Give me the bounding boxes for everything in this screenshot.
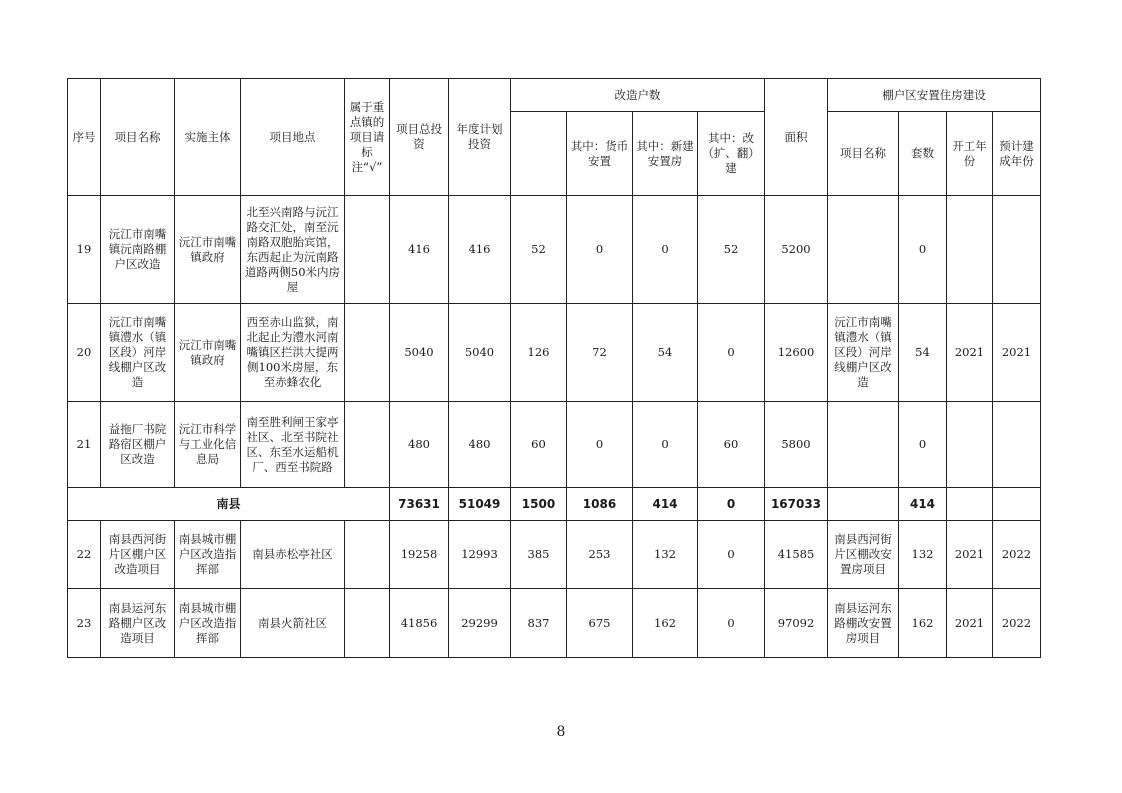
cell-total-investment: 19258 (390, 521, 449, 589)
cell-location: 南县火箭社区 (241, 589, 345, 658)
header-units: 套数 (899, 112, 947, 196)
header-project-name: 项目名称 (101, 79, 175, 196)
cell-seq: 22 (68, 521, 101, 589)
cell-start-year (947, 196, 993, 304)
cell-annual-investment: 29299 (449, 589, 511, 658)
header-households-blank (511, 112, 567, 196)
cell-area: 41585 (765, 521, 828, 589)
cell-project-name: 沅江市南嘴镇澧水（镇区段）河岸线棚户区改造 (101, 304, 175, 402)
subtotal-row (68, 488, 1041, 521)
cell-area: 12600 (765, 304, 828, 402)
cell-start-year (947, 402, 993, 488)
cell-project-name: 益拖厂书院路宿区棚户区改造 (101, 402, 175, 488)
cell-key-town (345, 589, 390, 658)
header-new-build: 其中：新建安置房 (633, 112, 698, 196)
cell-renovate: 0 (698, 304, 765, 402)
header-key-town: 属于重点镇的项目请标注“√” (345, 79, 390, 196)
header-housing-group: 棚户区安置住房建设 (828, 79, 1041, 112)
cell-finish-year: 2021 (993, 304, 1041, 402)
cell-start-year: 2021 (947, 589, 993, 658)
header-total-investment: 项目总投资 (390, 79, 449, 196)
table-row (68, 196, 1041, 304)
cell-finish-year: 2022 (993, 521, 1041, 589)
cell-total-investment: 480 (390, 402, 449, 488)
subtotal-finish-year (993, 488, 1041, 521)
cell-units: 0 (899, 402, 947, 488)
header-currency: 其中：货币安置 (567, 112, 633, 196)
cell-new-build: 0 (633, 402, 698, 488)
cell-area: 5800 (765, 402, 828, 488)
cell-location: 南至胜利闸王家亭社区、北至书院社区、东至水运船机厂、西至书院路 (241, 402, 345, 488)
subtotal-start-year (947, 488, 993, 521)
cell-units: 162 (899, 589, 947, 658)
cell-households: 126 (511, 304, 567, 402)
cell-area: 5200 (765, 196, 828, 304)
cell-households: 52 (511, 196, 567, 304)
cell-new-build: 0 (633, 196, 698, 304)
cell-key-town (345, 196, 390, 304)
cell-location: 西至赤山监狱，南北起止为澧水河南嘴镇区拦洪大提两侧100米房屋，东至赤蜂农化 (241, 304, 345, 402)
page-number: 8 (556, 724, 566, 740)
subtotal-label: 南县 (68, 488, 390, 521)
header-area: 面积 (765, 79, 828, 196)
cell-finish-year (993, 196, 1041, 304)
cell-housing-name: 南县西河街片区棚改安置房项目 (828, 521, 899, 589)
cell-renovate: 52 (698, 196, 765, 304)
cell-key-town (345, 402, 390, 488)
cell-currency: 675 (567, 589, 633, 658)
cell-project-name: 南县西河街片区棚户区改造项目 (101, 521, 175, 589)
cell-annual-investment: 480 (449, 402, 511, 488)
cell-currency: 72 (567, 304, 633, 402)
cell-housing-name (828, 402, 899, 488)
cell-key-town (345, 521, 390, 589)
cell-annual-investment: 12993 (449, 521, 511, 589)
cell-households: 385 (511, 521, 567, 589)
cell-housing-name (828, 196, 899, 304)
cell-entity: 沅江市科学与工业化信息局 (175, 402, 241, 488)
cell-key-town (345, 304, 390, 402)
cell-seq: 20 (68, 304, 101, 402)
header-finish-year: 预计建成年份 (993, 112, 1041, 196)
cell-units: 54 (899, 304, 947, 402)
cell-seq: 21 (68, 402, 101, 488)
cell-renovate: 0 (698, 589, 765, 658)
table-row (68, 521, 1041, 589)
cell-project-name: 沅江市南嘴镇沅南路棚户区改造 (101, 196, 175, 304)
cell-currency: 0 (567, 402, 633, 488)
cell-start-year: 2021 (947, 304, 993, 402)
cell-households: 837 (511, 589, 567, 658)
cell-new-build: 132 (633, 521, 698, 589)
subtotal-currency: 1086 (567, 488, 633, 521)
cell-area: 97092 (765, 589, 828, 658)
cell-entity: 沅江市南嘴镇政府 (175, 196, 241, 304)
cell-finish-year (993, 402, 1041, 488)
subtotal-new-build: 414 (633, 488, 698, 521)
cell-start-year: 2021 (947, 521, 993, 589)
table-row (68, 304, 1041, 402)
cell-finish-year: 2022 (993, 589, 1041, 658)
header-annual-investment: 年度计划投资 (449, 79, 511, 196)
cell-units: 132 (899, 521, 947, 589)
subtotal-area: 167033 (765, 488, 828, 521)
investment-table (67, 78, 1041, 658)
cell-annual-investment: 5040 (449, 304, 511, 402)
header-location: 项目地点 (241, 79, 345, 196)
header-households-group: 改造户数 (511, 79, 765, 112)
cell-housing-name: 沅江市南嘴镇澧水（镇区段）河岸线棚户区改造 (828, 304, 899, 402)
cell-housing-name: 南县运河东路棚改安置房项目 (828, 589, 899, 658)
cell-total-investment: 41856 (390, 589, 449, 658)
cell-seq: 19 (68, 196, 101, 304)
table-row (68, 589, 1041, 658)
cell-project-name: 南县运河东路棚户区改造项目 (101, 589, 175, 658)
cell-seq: 23 (68, 589, 101, 658)
cell-total-investment: 5040 (390, 304, 449, 402)
table-row (68, 402, 1041, 488)
subtotal-total-investment: 73631 (390, 488, 449, 521)
cell-currency: 0 (567, 196, 633, 304)
cell-entity: 沅江市南嘴镇政府 (175, 304, 241, 402)
cell-units: 0 (899, 196, 947, 304)
cell-entity: 南县城市棚户区改造指挥部 (175, 521, 241, 589)
header-row-top (68, 79, 1041, 112)
header-housing-name: 项目名称 (828, 112, 899, 196)
cell-currency: 253 (567, 521, 633, 589)
cell-renovate: 60 (698, 402, 765, 488)
cell-new-build: 54 (633, 304, 698, 402)
subtotal-households: 1500 (511, 488, 567, 521)
header-seq: 序号 (68, 79, 101, 196)
cell-annual-investment: 416 (449, 196, 511, 304)
subtotal-units: 414 (899, 488, 947, 521)
header-start-year: 开工年份 (947, 112, 993, 196)
header-renovate: 其中：改（扩、翻）建 (698, 112, 765, 196)
cell-households: 60 (511, 402, 567, 488)
header-entity: 实施主体 (175, 79, 241, 196)
subtotal-housing-name (828, 488, 899, 521)
subtotal-annual-investment: 51049 (449, 488, 511, 521)
subtotal-renovate: 0 (698, 488, 765, 521)
cell-location: 南县赤松亭社区 (241, 521, 345, 589)
cell-new-build: 162 (633, 589, 698, 658)
cell-entity: 南县城市棚户区改造指挥部 (175, 589, 241, 658)
cell-renovate: 0 (698, 521, 765, 589)
cell-location: 北至兴南路与沅江路交汇处，南至沅南路双胞胎宾馆，东西起止为沅南路道路两侧50米内房屋 (241, 196, 345, 304)
cell-total-investment: 416 (390, 196, 449, 304)
